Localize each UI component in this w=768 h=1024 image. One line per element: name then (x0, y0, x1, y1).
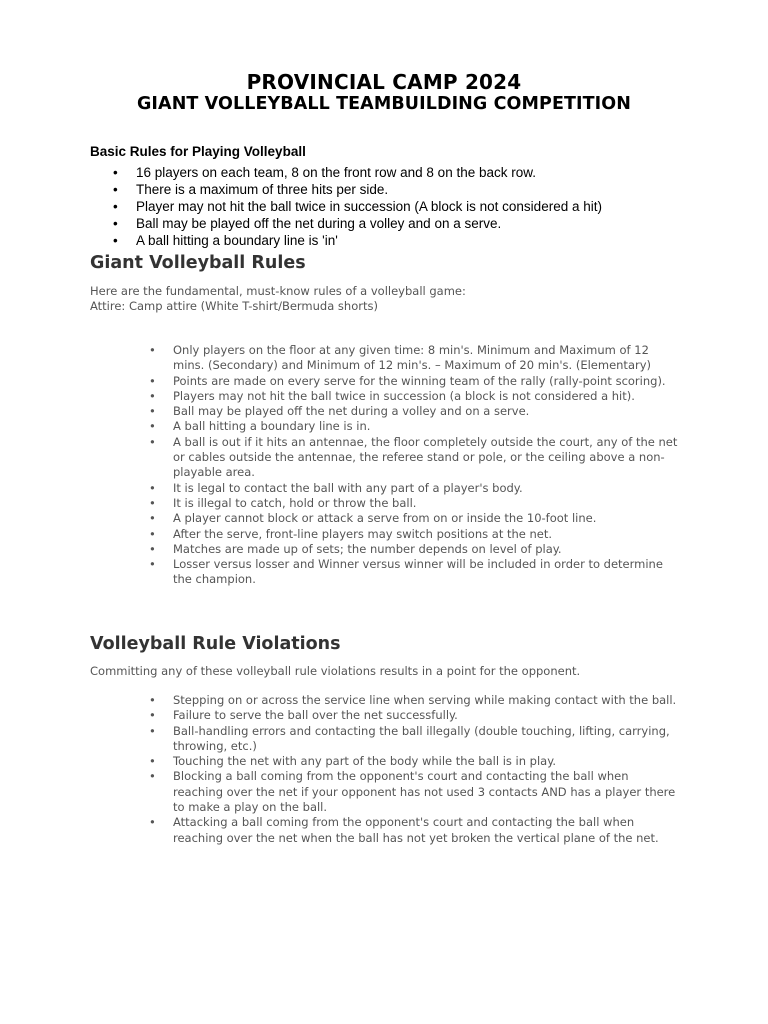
document-title: PROVINCIAL CAMP 2024 (246, 70, 522, 94)
list-item-text: Only players on the floor at any given time: 8 min's. Minimum and Maximum of 12 mins. (Secondary) and Minimum of 12 min's. – Maximum of 20 min's. (Elementary) (173, 343, 652, 373)
list-item (148, 557, 678, 588)
bullet-icon: • (149, 495, 156, 510)
violations-heading: Volleyball Rule Violations (90, 634, 341, 654)
list-item (148, 769, 678, 815)
bullet-icon: • (149, 815, 156, 830)
list-item (148, 374, 678, 389)
bullet-icon: • (149, 419, 156, 434)
bullet-icon: • (149, 693, 156, 707)
list-item (148, 542, 678, 557)
bullet-icon: • (149, 769, 156, 784)
list-item-text: Ball-handling errors and contacting the ball illegally (double touching, lifting, carrying, throwing, etc.) (173, 723, 670, 753)
list-item-text: Stepping on or across the service line when serving while making contact with the ball. (173, 693, 677, 707)
list-item-text: It is illegal to catch, hold or throw the ball. (173, 495, 417, 510)
list-item-text: Points are made on every serve for the winning team of the rally (rally-point scoring). (173, 373, 666, 388)
list-item (148, 435, 678, 481)
list-item (148, 693, 678, 708)
bullet-icon: • (149, 557, 156, 572)
list-item (109, 164, 749, 181)
list-item (109, 232, 749, 249)
list-item-text: It is legal to contact the ball with any part of a player's body. (173, 480, 523, 495)
basic-rules-list (109, 164, 749, 249)
list-item-text: 16 players on each team, 8 on the front row and 8 on the back row. (136, 165, 536, 180)
bullet-icon: • (149, 511, 156, 526)
list-item (148, 527, 678, 542)
bullet-icon: • (149, 434, 156, 449)
list-item-text: Player may not hit the ball twice in succession (A block is not considered a hit) (136, 199, 602, 214)
list-item (148, 481, 678, 496)
giant-rules-heading: Giant Volleyball Rules (90, 253, 306, 273)
list-item-text: There is a maximum of three hits per side. (136, 182, 389, 197)
list-item-text: A player cannot block or attack a serve from on or inside the 10-foot line. (173, 511, 597, 526)
list-item (148, 708, 678, 723)
basic-rules-heading: Basic Rules for Playing Volleyball (90, 144, 306, 159)
bullet-icon: • (149, 541, 156, 556)
bullet-icon: • (149, 526, 156, 541)
list-item (148, 389, 678, 404)
violations-list (148, 693, 678, 846)
giant-rules-list (148, 343, 678, 588)
bullet-icon: • (149, 404, 156, 419)
list-item-text: Ball may be played off the net during a volley and on a serve. (173, 404, 530, 419)
bullet-icon: • (149, 708, 156, 723)
violations-intro: Committing any of these volleyball rule violations results in a point for the opponent. (90, 664, 581, 678)
bullet-icon: • (149, 480, 156, 495)
document-subtitle: GIANT VOLLEYBALL TEAMBUILDING COMPETITION (136, 94, 632, 114)
list-item (148, 815, 678, 846)
list-item (148, 496, 678, 511)
list-item (148, 511, 678, 526)
list-item (109, 198, 749, 215)
bullet-icon: • (149, 723, 156, 738)
list-item-text: A ball hitting a boundary line is in. (173, 419, 371, 434)
list-item-text: Matches are made up of sets; the number depends on level of play. (173, 541, 562, 556)
list-item (148, 419, 678, 434)
list-item-text: A ball hitting a boundary line is 'in' (136, 233, 338, 248)
intro-line: Here are the fundamental, must-know rules of a volleyball game: (90, 284, 466, 298)
list-item (148, 343, 678, 374)
list-item-text: Failure to serve the ball over the net successfully. (173, 708, 458, 723)
list-item (148, 404, 678, 419)
bullet-icon: • (149, 754, 156, 769)
bullet-icon: • (113, 216, 118, 231)
bullet-icon: • (113, 233, 118, 248)
bullet-icon: • (149, 373, 156, 388)
list-item (148, 724, 678, 755)
bullet-icon: • (149, 343, 156, 357)
list-item-text: Ball may be played off the net during a volley and on a serve. (136, 216, 502, 231)
giant-rules-intro (90, 284, 710, 314)
list-item (109, 215, 749, 232)
list-item-text: After the serve, front-line players may switch positions at the net. (173, 526, 553, 541)
attire-line: Attire: Camp attire (White T-shirt/Bermuda shorts) (90, 299, 378, 313)
list-item-text: Players may not hit the ball twice in succession (a block is not considered a hit). (173, 388, 635, 403)
bullet-icon: • (113, 182, 118, 197)
list-item-text: Touching the net with any part of the body while the ball is in play. (173, 754, 557, 769)
list-item-text: Losser versus losser and Winner versus winner will be included in order to determine the champion. (173, 557, 663, 587)
list-item (148, 754, 678, 769)
bullet-icon: • (113, 199, 118, 214)
list-item-text: Attacking a ball coming from the opponent's court and contacting the ball when reaching over the net when the ball has not yet broken the vertical plane of the net. (173, 815, 659, 845)
bullet-icon: • (149, 388, 156, 403)
list-item (109, 181, 749, 198)
list-item-text: A ball is out if it hits an antennae, the floor completely outside the court, any of the net or cables outside the antennae, the referee stand or pole, or the ceiling above a non-playable area. (173, 434, 678, 480)
list-item-text: Blocking a ball coming from the opponent's court and contacting the ball when reaching over the net if your opponent has not used 3 contacts AND has a player there to make a play on the ball. (173, 769, 676, 815)
bullet-icon: • (113, 165, 118, 180)
